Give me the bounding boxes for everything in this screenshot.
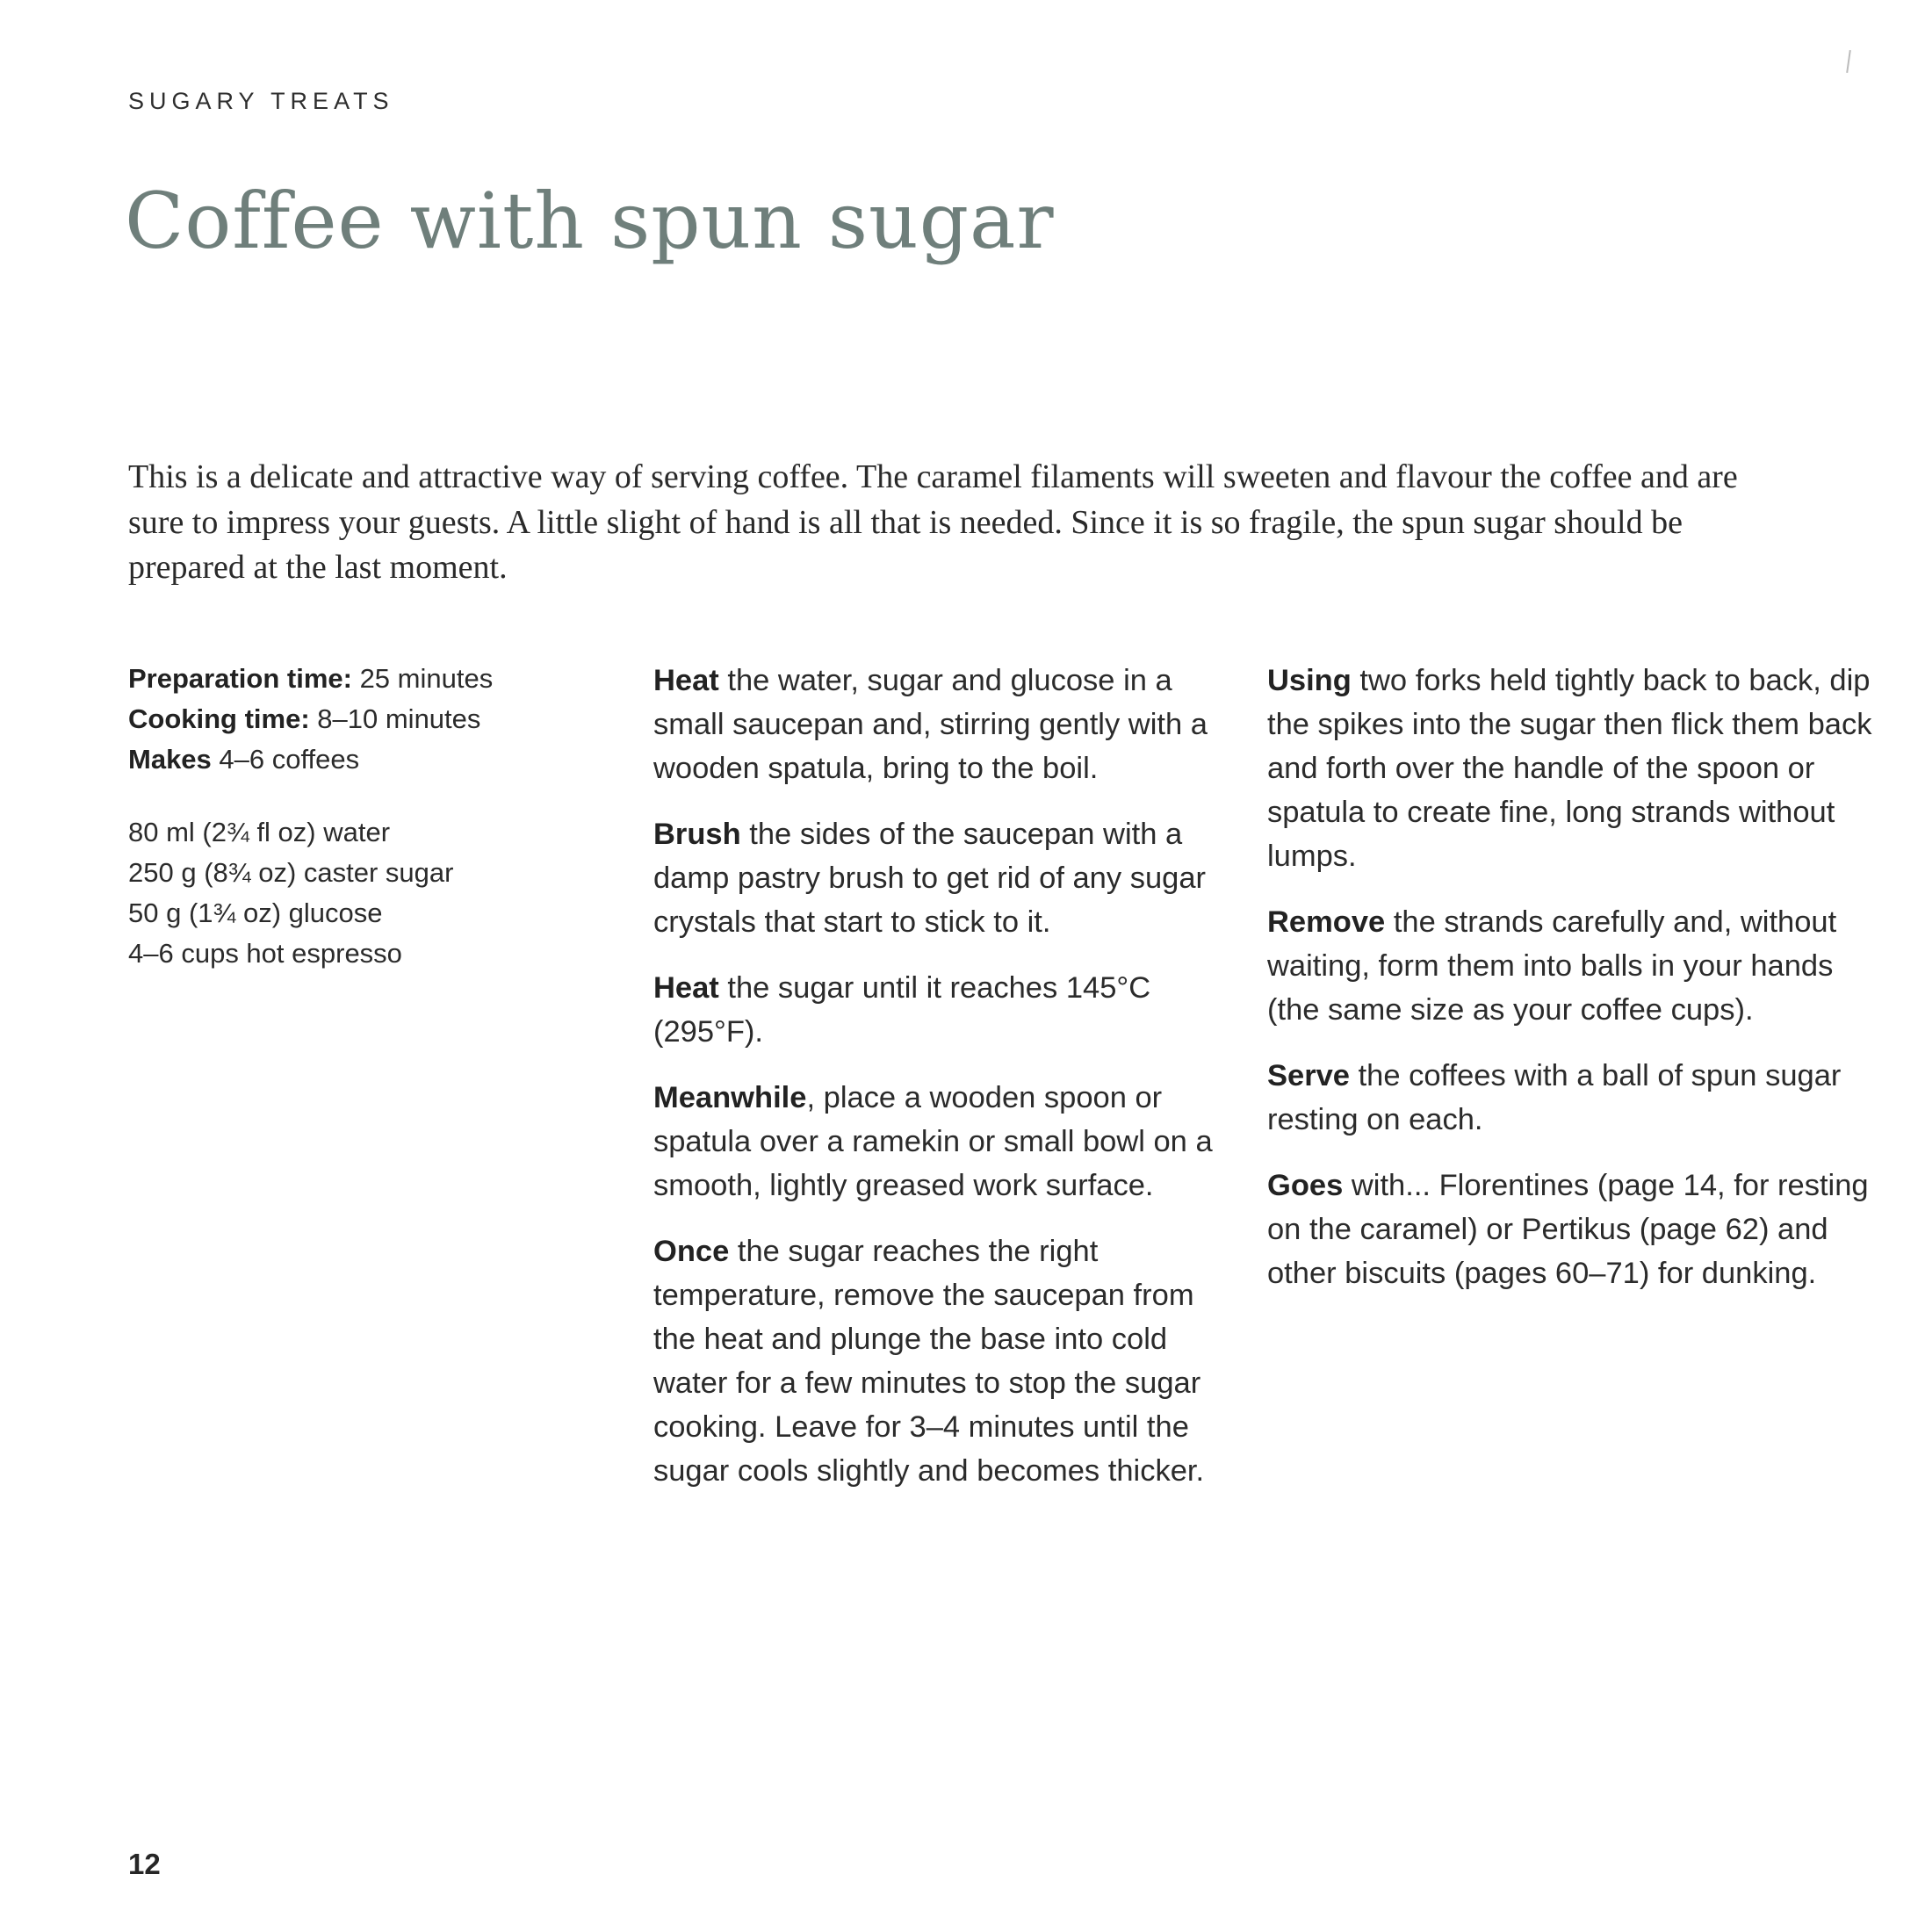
method-step [653, 1076, 1233, 1208]
step-text: the coffees with a ball of spun sugar resting on each. [1267, 1059, 1842, 1136]
step-text: the strands carefully and, without waiting, form them into balls in your hands (the same size as your coffee cups). [1267, 905, 1837, 1027]
method-step [1267, 1054, 1882, 1142]
ingredient-list [128, 812, 585, 974]
method-column-2 [1267, 659, 1882, 1317]
cook-time [128, 699, 585, 739]
method-step [653, 1229, 1233, 1493]
step-text: with... Florentines (page 14, for resting on the caramel) or Pertikus (page 62) and other biscuits (pages 60–71) for dunking. [1267, 1169, 1869, 1290]
page-title: Coffee with spun sugar [125, 176, 1055, 266]
cook-time-label: Cooking time: [128, 703, 310, 734]
step-lead: Using [1267, 664, 1352, 697]
prep-time-label: Preparation time: [128, 663, 352, 694]
step-lead: Heat [653, 971, 719, 1005]
serving-suggestion [1267, 1164, 1882, 1295]
step-text: the sugar reaches the right temperature, remove the saucepan from the heat and plunge the base into cold water for a few minutes to stop the sugar cooking. Leave for 3–4 minutes until the sugar cools slightly and becomes thicker. [653, 1235, 1205, 1488]
prep-time [128, 659, 585, 699]
yield-label: Makes [128, 744, 212, 775]
ingredient-item: 250 g (8¾ oz) caster sugar [128, 857, 454, 888]
step-text: the sides of the saucepan with a damp pastry brush to get rid of any sugar crystals that start to stick to it. [653, 818, 1207, 939]
section-label: SUGARY TREATS [128, 88, 394, 114]
step-text: the water, sugar and glucose in a small saucepan and, stirring gently with a wooden spatula, bring to the boil. [653, 664, 1208, 785]
ingredient-item: 50 g (1¾ oz) glucose [128, 898, 383, 928]
step-lead: Brush [653, 818, 741, 851]
recipe-info-column [128, 659, 585, 974]
step-text: , place a wooden spoon or spatula over a ramekin or small bowl on a smooth, lightly greased work surface. [653, 1081, 1213, 1202]
step-lead: Serve [1267, 1059, 1350, 1092]
step-text: two forks held tightly back to back, dip the spikes into the sugar then flick them back and forth over the handle of the spoon or spatula to create fine, long strands without lumps. [1267, 664, 1872, 873]
method-column-1 [653, 659, 1233, 1515]
scan-speck [1846, 50, 1851, 73]
step-lead: Meanwhile [653, 1081, 807, 1114]
page-number: 12 [128, 1848, 161, 1880]
cook-time-value: 8–10 minutes [309, 703, 481, 734]
prep-time-value: 25 minutes [351, 663, 494, 694]
step-lead: Goes [1267, 1169, 1344, 1202]
yield-value: 4–6 coffees [211, 744, 360, 775]
step-lead: Remove [1267, 905, 1386, 939]
step-lead: Heat [653, 664, 719, 697]
intro-paragraph: This is a delicate and attractive way of serving coffee. The caramel filaments will sweeten and flavour the coffee and are sure to impress your guests. A little slight of hand is all that is needed. Since it is so fragile, the spun sugar should be prepared at the last moment. [128, 458, 1738, 586]
step-lead: Once [653, 1235, 730, 1268]
method-step [653, 812, 1233, 944]
method-step [653, 966, 1233, 1054]
yield [128, 739, 585, 780]
method-step [653, 659, 1233, 790]
ingredient-item: 80 ml (2¾ fl oz) water [128, 817, 391, 847]
method-step [1267, 659, 1882, 878]
step-text: the sugar until it reaches 145°C (295°F). [653, 971, 1151, 1049]
ingredient-item: 4–6 cups hot espresso [128, 938, 402, 969]
method-step [1267, 900, 1882, 1032]
